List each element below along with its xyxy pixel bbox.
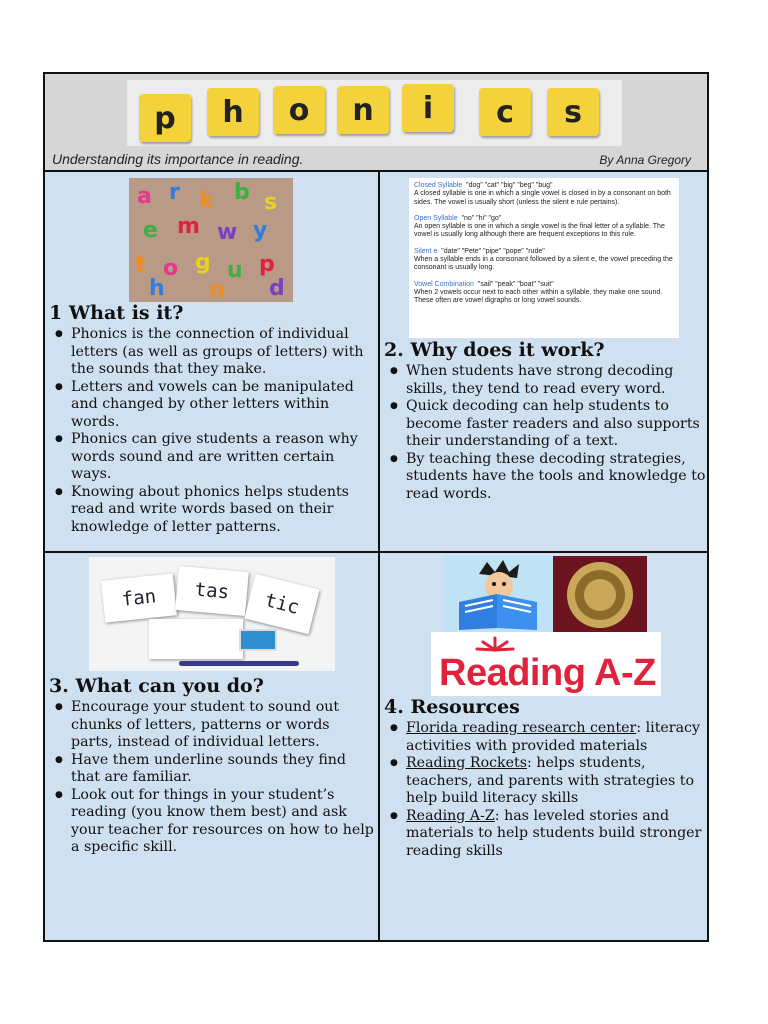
resource-description: : helps students, teachers, and parents with strategies to help build literacy skills — [406, 755, 695, 806]
boy-reading-icon — [443, 556, 553, 634]
syllable-type: Open Syllable — [414, 214, 458, 222]
syllable-type: Closed Syllable — [414, 182, 463, 189]
list-item: ● Look out for things in your student’s reading (you know them best) and ask your teacher for resources on how to help a specific skill. — [49, 787, 375, 857]
title-tile: i — [402, 84, 454, 132]
section-resources — [384, 696, 709, 860]
bullet-list — [49, 326, 375, 536]
column-divider — [378, 172, 380, 942]
syllable-type: Silent e — [414, 247, 438, 255]
title-tile: n — [337, 86, 389, 134]
university-seal-image — [553, 556, 647, 634]
syllable-type: Vowel Combination — [414, 280, 474, 288]
magnetic-letters-image: a r k b s e m w y t o g u p h n d — [129, 178, 293, 302]
reading-rockets-link[interactable]: Reading Rockets — [406, 755, 528, 771]
reading-az-link[interactable]: Reading A-Z — [406, 807, 495, 824]
bullet-list — [49, 699, 375, 857]
resource-list — [384, 720, 709, 860]
section-heading: 4. Resources — [384, 696, 520, 718]
eraser-icon — [239, 629, 277, 651]
section-heading: 2. Why does it work? — [384, 339, 605, 361]
syllable-examples: "dog" "cat" "big" "beg" "bug" — [466, 182, 553, 189]
list-item: ● Phonics is the connection of individual letters (as well as groups of letters) with the sounds that they make. — [49, 326, 375, 379]
florida-reading-research-center-link[interactable]: Florida reading research center — [406, 720, 637, 736]
list-item: ● By teaching these decoding strategies, students have the tools and knowledge to read words. — [384, 451, 709, 504]
resource-description: : has leveled stories and materials to help students build stronger reading skills — [406, 807, 702, 859]
title-tile: c — [479, 88, 531, 136]
list-item: ● Have them underline sounds they find that are familiar. — [49, 752, 375, 787]
syllable-row — [414, 215, 674, 240]
syllable-examples: "no" "hi" "go" — [461, 214, 502, 222]
section-why-does-it-work — [384, 339, 709, 503]
list-item — [384, 755, 709, 808]
section-what-can-you-do — [49, 675, 375, 857]
syllable-row — [414, 281, 674, 306]
header-banner — [45, 74, 707, 172]
title-tile: p — [139, 94, 191, 142]
syllable-row — [414, 182, 674, 207]
syllable-description: A closed syllable is one in which a single vowel is closed in by a consonant on both sides. The vowel is usually short (unless the silent e rule pertains). — [414, 190, 671, 206]
university-seal-icon — [553, 556, 647, 634]
marker-icon — [179, 661, 299, 666]
bullet-list — [384, 363, 709, 503]
list-item: ● Letters and vowels can be manipulated and changed by other letters within words. — [49, 379, 375, 432]
title-tile: o — [273, 86, 325, 134]
word-card: fan — [101, 573, 177, 622]
list-item: ● When students have strong decoding skills, they tend to read every word. — [384, 363, 709, 398]
list-item: ● Encourage your student to sound out chunks of letters, patterns or words parts, instead of individual letters. — [49, 699, 375, 752]
syllable-row — [414, 248, 674, 273]
list-item: ● Quick decoding can help students to become faster readers and also supports their understanding of a text. — [384, 398, 709, 451]
list-item — [384, 808, 709, 861]
logo-wordmark: Reading A-Z — [439, 652, 656, 694]
row-divider — [45, 551, 707, 553]
author-byline: By Anna Gregory — [599, 153, 691, 167]
fantastic-word-cards-image — [89, 557, 335, 671]
sun-rays-icon — [475, 634, 515, 652]
blank-card — [149, 619, 243, 659]
boy-reading-image — [443, 556, 553, 634]
title-tile: h — [207, 88, 259, 136]
word-card: tic — [244, 574, 319, 635]
section-what-is-it — [49, 302, 375, 536]
reading-az-logo — [431, 632, 661, 696]
section-heading: 3. What can you do? — [49, 675, 264, 697]
syllable-examples: "date" "Pete" "pipe" "pope" "rude" — [441, 247, 545, 255]
syllable-description: When 2 vowels occur next to each other within a syllable, they make one sound. These often are vowel digraphs or long vowel sounds. — [414, 288, 663, 305]
syllable-description: An open syllable is one in which a single vowel is the final letter of a syllable. The vowel is usually long although there are frequent exceptions to this rule. — [414, 223, 665, 239]
resource-description: : literacy activities with provided materials — [406, 720, 700, 754]
syllable-examples: "sail" "peak" "boat" "suit" — [477, 280, 554, 288]
syllable-description: When a syllable ends in a consonant followed by a silent e, the vowel preceding the consonant is usually long. — [414, 256, 673, 272]
list-item — [384, 720, 709, 755]
syllable-types-chart — [409, 178, 679, 338]
title-tile: s — [547, 88, 599, 136]
phonics-title-tiles — [127, 80, 622, 146]
list-item: ● Knowing about phonics helps students read and write words based on their knowledge of letter patterns. — [49, 484, 375, 537]
list-item: ● Phonics can give students a reason why words sound and are written certain ways. — [49, 431, 375, 484]
flyer-sheet — [43, 72, 709, 942]
tagline: Understanding its importance in reading. — [52, 151, 304, 167]
word-card: tas — [175, 566, 249, 616]
section-heading: 1 What is it? — [49, 302, 184, 324]
